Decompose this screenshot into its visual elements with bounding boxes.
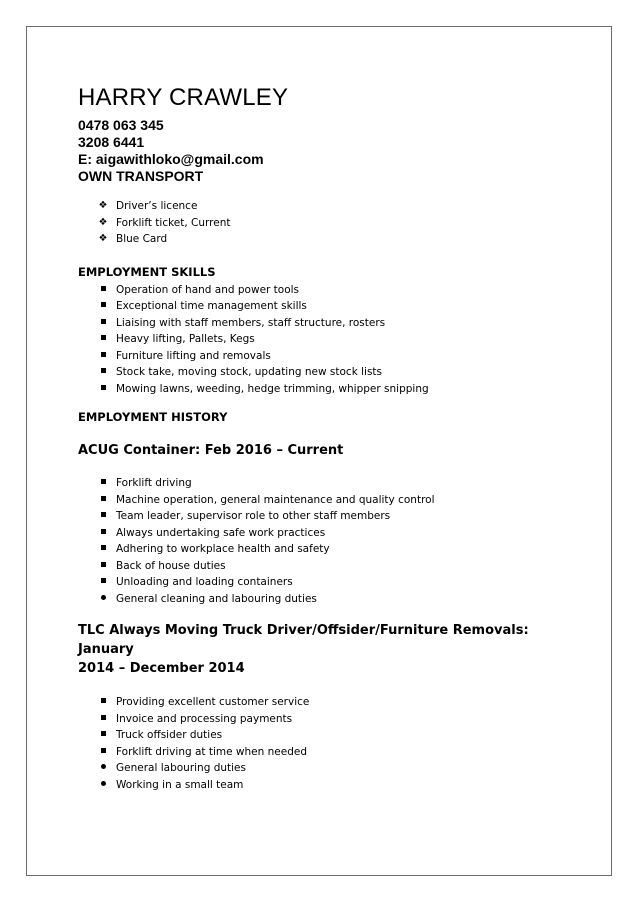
square-bullet-icon [97, 364, 109, 381]
list-item-text: Machine operation, general maintenance and quality control [116, 493, 435, 506]
list-item-text: Operation of hand and power tools [116, 283, 300, 296]
square-bullet-icon [97, 744, 109, 761]
list-item-text: Always undertaking safe work practices [116, 526, 326, 539]
job-duties-tlc [78, 694, 548, 793]
diamond-bullet-icon: ❖ [98, 200, 108, 211]
list-item [78, 492, 548, 509]
job-title-acug: ACUG Container: Feb 2016 – Current [78, 443, 344, 458]
list-item-text: Truck offsider duties [116, 729, 223, 741]
square-bullet-icon [97, 282, 109, 299]
licence-list [78, 198, 548, 248]
list-item [78, 574, 548, 591]
diamond-bullet-icon: ❖ [98, 233, 108, 244]
list-item-text: Furniture lifting and removals [116, 349, 271, 362]
square-bullet-icon [97, 525, 109, 542]
job-title-tlc-line-2: 2014 – December 2014 [78, 661, 245, 676]
list-item [78, 198, 548, 215]
contact-block [78, 117, 548, 185]
list-item-text: Providing excellent customer service [116, 696, 310, 708]
list-item-text: General cleaning and labouring duties [116, 592, 317, 605]
list-item-text: Liaising with staff members, staff structure, rosters [116, 316, 386, 329]
job-duties-acug [78, 475, 548, 607]
list-item [78, 364, 548, 381]
list-item [78, 215, 548, 232]
list-item-text: Stock take, moving stock, updating new stock lists [116, 366, 383, 378]
list-item-text: Adhering to workplace health and safety [116, 543, 330, 555]
list-item [78, 760, 548, 777]
square-bullet-icon [97, 711, 109, 728]
round-bullet-icon [97, 591, 109, 608]
list-item [78, 231, 548, 248]
phone-landline: 3208 6441 [78, 134, 145, 150]
list-item [78, 777, 548, 794]
square-bullet-icon [97, 381, 109, 398]
list-item-text: Working in a small team [116, 778, 244, 791]
list-item [78, 475, 548, 492]
list-item [78, 525, 548, 542]
square-bullet-icon [97, 492, 109, 509]
employment-skills-heading: EMPLOYMENT SKILLS [78, 264, 216, 279]
list-item-text: Invoice and processing payments [116, 712, 293, 725]
list-item [78, 711, 548, 728]
square-bullet-icon [97, 331, 109, 348]
square-bullet-icon [97, 558, 109, 575]
list-item-text: Driver’s licence [116, 200, 198, 212]
list-item [78, 315, 548, 332]
skills-list [78, 282, 548, 398]
square-bullet-icon [97, 475, 109, 492]
transport-note: OWN TRANSPORT [78, 168, 204, 184]
list-item-text: Forklift ticket, Current [116, 216, 231, 229]
list-item-text: Exceptional time management skills [116, 300, 307, 312]
diamond-bullet-icon: ❖ [98, 216, 108, 228]
square-bullet-icon [97, 694, 109, 711]
list-item-text: Mowing lawns, weeding, hedge trimming, whipper snipping [116, 382, 429, 395]
round-bullet-icon [97, 760, 109, 777]
list-item-text: Forklift driving [116, 477, 192, 489]
list-item [78, 348, 548, 365]
square-bullet-icon [97, 348, 109, 365]
list-item [78, 541, 548, 558]
list-item-text: Heavy lifting, Pallets, Kegs [116, 333, 255, 345]
list-item-text: Blue Card [116, 233, 168, 245]
resume-document [78, 84, 548, 793]
list-item [78, 694, 548, 711]
round-bullet-icon [97, 777, 109, 794]
employment-history-heading: EMPLOYMENT HISTORY [78, 410, 228, 424]
list-item [78, 727, 548, 744]
job-title-tlc [78, 621, 548, 678]
list-item [78, 298, 548, 315]
list-item [78, 282, 548, 299]
list-item-text: Back of house duties [116, 559, 226, 572]
list-item-text: Unloading and loading containers [116, 576, 293, 588]
job-title-tlc-line-1: TLC Always Moving Truck Driver/Offsider/Furniture Removals: January [78, 623, 529, 657]
list-item [78, 508, 548, 525]
square-bullet-icon [97, 541, 109, 558]
phone-mobile: 0478 063 345 [78, 117, 164, 133]
list-item-text: General labouring duties [116, 762, 246, 774]
email-address: E: aigawithloko@gmail.com [78, 151, 264, 167]
square-bullet-icon [97, 298, 109, 315]
list-item [78, 744, 548, 761]
applicant-name: HARRY CRAWLEY [78, 84, 289, 111]
square-bullet-icon [97, 574, 109, 591]
list-item-text: Forklift driving at time when needed [116, 745, 307, 758]
square-bullet-icon [97, 315, 109, 332]
list-item [78, 591, 548, 608]
list-item [78, 331, 548, 348]
square-bullet-icon [97, 727, 109, 744]
list-item [78, 381, 548, 398]
square-bullet-icon [97, 508, 109, 525]
list-item-text: Team leader, supervisor role to other staff members [116, 510, 391, 522]
list-item [78, 558, 548, 575]
